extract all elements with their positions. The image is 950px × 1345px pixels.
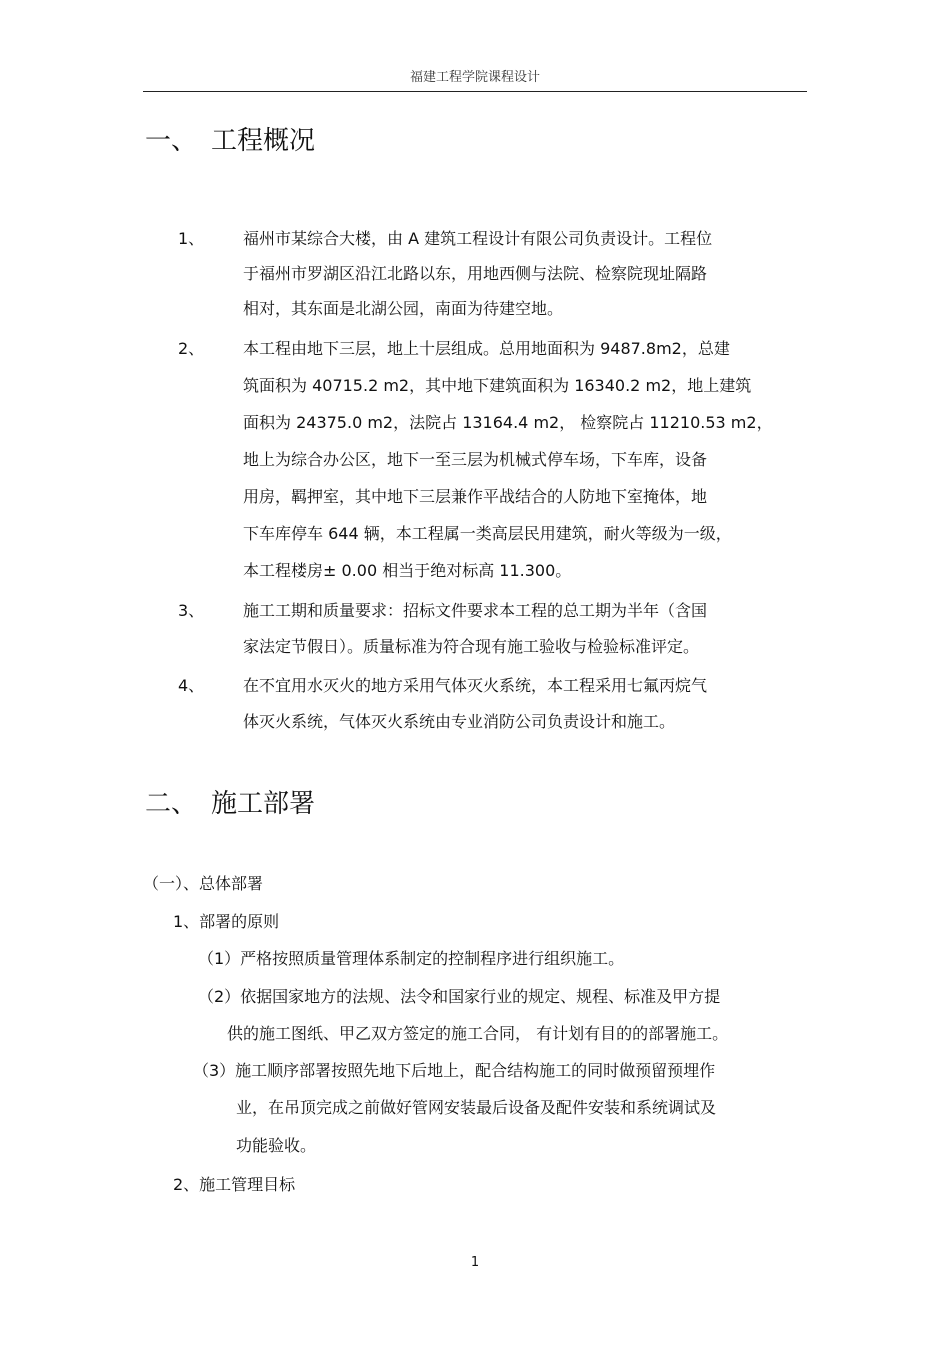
- section-number: 二、: [145, 789, 198, 819]
- paragraph-line: 筑面积为 40715.2 m2，其中地下建筑面积为 16340.2 m2，地上建筑: [243, 376, 752, 395]
- section-title: 工程概况: [211, 126, 316, 156]
- section-heading-1: [145, 126, 315, 156]
- subsection-heading: 1、部署的原则: [173, 912, 280, 931]
- subsection-heading: （一）、总体部署: [143, 874, 264, 893]
- paragraph-line: 施工工期和质量要求：招标文件要求本工程的总工期为半年（含国: [243, 601, 708, 620]
- principle-line: （1）严格按照质量管理体系制定的控制程序进行组织施工。: [198, 949, 625, 968]
- paragraph-line: 本工程楼房± 0.00 相当于绝对标高 11.300。: [243, 561, 572, 580]
- header-rule: [143, 91, 807, 92]
- principle-line: 业，在吊顶完成之前做好管网安装最后设备及配件安装和系统调试及: [236, 1098, 717, 1117]
- principle-line: 供的施工图纸、甲乙双方签定的施工合同， 有计划有目的的部署施工。: [227, 1024, 729, 1043]
- paragraph-line: 体灭火系统，气体灭火系统由专业消防公司负责设计和施工。: [243, 712, 676, 731]
- paragraph-line: 家法定节假日）。质量标准为符合现有施工验收与检验标准评定。: [243, 637, 700, 656]
- item-number: 2、: [178, 339, 205, 358]
- item-number: 1、: [178, 229, 205, 248]
- section-number: 一、: [145, 126, 198, 156]
- principle-line: （2）依据国家地方的法规、法令和国家行业的规定、规程、标准及甲方提: [198, 987, 721, 1006]
- section-heading-2: [145, 789, 315, 819]
- page-header: 福建工程学院课程设计: [409, 70, 540, 85]
- paragraph-line: 地上为综合办公区，地下一至三层为机械式停车场，下车库，设备: [243, 450, 708, 469]
- paragraph-line: 用房，羁押室，其中地下三层兼作平战结合的人防地下室掩体，地: [243, 487, 708, 506]
- paragraph-line: 福州市某综合大楼，由 A 建筑工程设计有限公司负责设计。工程位: [243, 229, 713, 248]
- item-number: 3、: [178, 601, 205, 620]
- paragraph-line: 面积为 24375.0 m2，法院占 13164.4 m2， 检察院占 11210.53 m2，: [243, 413, 773, 432]
- item-number: 4、: [178, 676, 205, 695]
- paragraph-line: 于福州市罗湖区沿江北路以东，用地西侧与法院、检察院现址隔路: [243, 264, 708, 283]
- section-title: 施工部署: [211, 789, 316, 819]
- paragraph-line: 本工程由地下三层，地上十层组成。总用地面积为 9487.8m2，总建: [243, 339, 730, 358]
- subsection-heading: 2、施工管理目标: [173, 1175, 296, 1194]
- principle-line: （3）施工顺序部署按照先地下后地上，配合结构施工的同时做预留预埋作: [193, 1061, 716, 1080]
- paragraph-line: 相对，其东面是北湖公园，南面为待建空地。: [243, 299, 564, 318]
- page-number: 1: [470, 1255, 480, 1270]
- paragraph-line: 下车库停车 644 辆，本工程属一类高层民用建筑，耐火等级为一级，: [243, 524, 732, 543]
- paragraph-line: 在不宜用水灭火的地方采用气体灭火系统，本工程采用七氟丙烷气: [243, 676, 708, 695]
- principle-line: 功能验收。: [236, 1136, 317, 1155]
